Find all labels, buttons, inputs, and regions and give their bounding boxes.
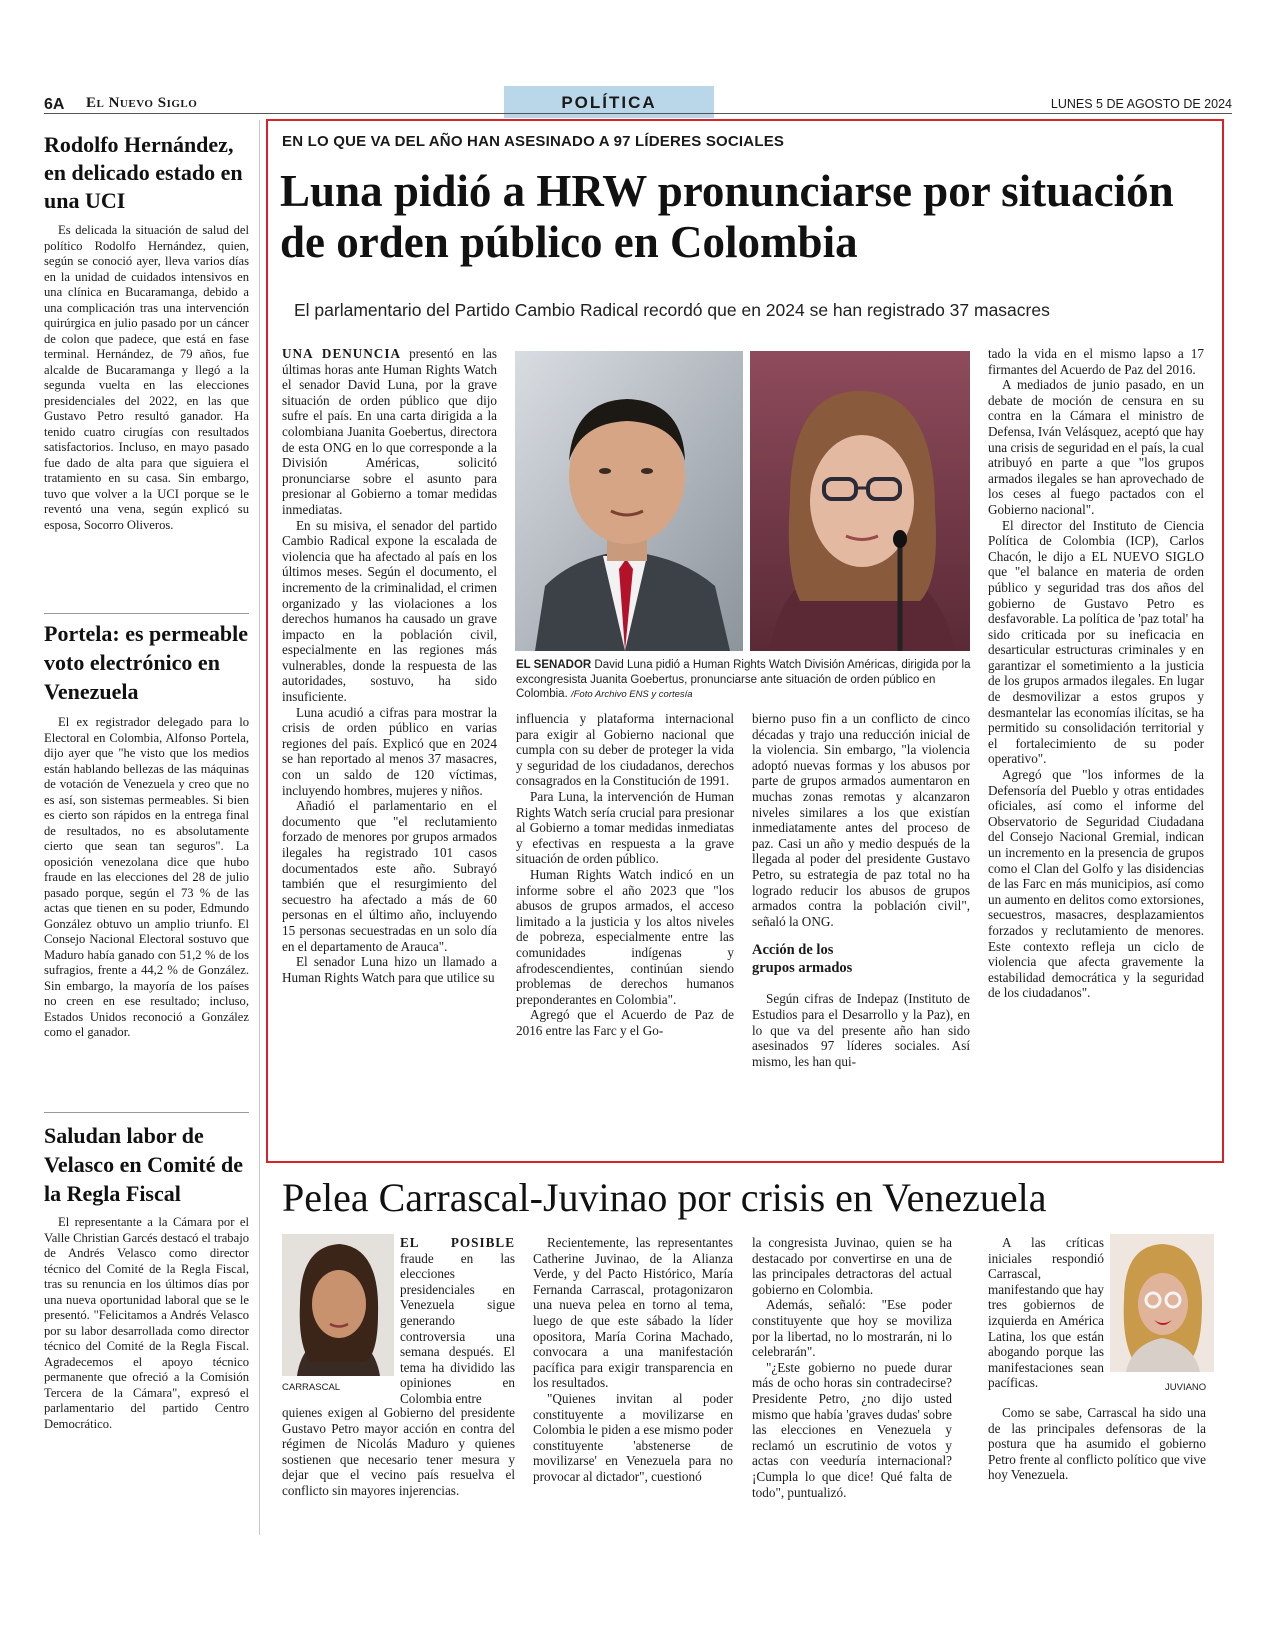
photo-juanita-goebertus [750, 351, 970, 651]
photo-david-luna-image [515, 351, 743, 651]
sidebar-story-paragraph: Es delicada la situación de salud del político Rodolfo Hernández, quien, según se conoció ayer, lleva varios días en la unidad de cuidados intensivos en una clínica en Bucaramanga, debido a una complicación tras una intervención quirúrgica en julio pasado por un cáncer de colon que padece, que está en fase terminal. Hernández, de 79 años, fue alcalde de Bucaramanga y llegó a la segunda vuelta en las elecciones presidenciales del 2022, en las que Gustavo Petro resultó ganador. Ha tenido cuatro cirugías con resultados satisfactorios. Incluso, en mayo pasado fue dado de alta para que siguiera el tratamiento en su casa. Sin embargo, tuvo que volver a la UCI porque se le reventó una vena, según explicó su esposa, Socorro Oliveros. [44, 223, 249, 532]
newspaper-name: El Nuevo Siglo [86, 95, 198, 111]
second-column-3 [752, 1235, 952, 1500]
second-paragraph: "Quienes invitan al poder constituyente a movilizarse en Colombia le piden a ese mismo poder constituyente 'abstenerse de movilizarse' en Venezuela para no provocar al dictador", cuestionó [533, 1390, 733, 1484]
main-first-paragraph [282, 346, 497, 518]
main-column-4 [988, 346, 1204, 1001]
second-paragraph: Además, señaló: "Ese poder constituyente que hoy se moviliza por la libertad, no lo mostrarán, ni lo celebrarán". [752, 1297, 952, 1360]
sidebar-story-body [44, 715, 249, 1041]
main-paragraph: Según cifras de Indepaz (Instituto de Estudios para el Desarrollo y la Paz), en lo que va del presente año han sido asesinados 97 líderes sociales. Así mismo, les han qui- [752, 991, 970, 1069]
second-column-1 [400, 1235, 515, 1407]
date-label: LUNES 5 DE AGOSTO DE 2024 [1050, 97, 1232, 111]
photo-caption [516, 658, 971, 703]
second-column-4-top [988, 1235, 1104, 1391]
second-column-1-continued [282, 1405, 515, 1499]
header-rule [44, 113, 1232, 114]
second-paragraph: Como se sabe, Carrascal ha sido una de las principales defensoras de la postura que ha asumido el gobierno Petro frente al conflicto político que vive hoy Venezuela. [988, 1405, 1206, 1483]
photo-caption-lead: EL SENADOR [516, 659, 592, 671]
main-paragraph: En su misiva, el senador del partido Cambio Radical expone la escalada de violencia que ha afectado al país en los últimos meses. Según el documento, el incremento de la criminalidad, el crimen organizado y las violaciones a los derechos humanos ha causado un grave impacto en la población civil, especialmente en las regiones más vulnerables, donde la respuesta de las autoridades, sostuvo, ha sido insuficiente. [282, 517, 497, 705]
main-paragraph: tado la vida en el mismo lapso a 17 firmantes del Acuerdo de Paz del 2016. [988, 346, 1204, 377]
sidebar-story-title: Rodolfo Hernández, en delicado estado en una UCI [44, 132, 243, 213]
main-column-3 [752, 711, 970, 1069]
photo-caption-text: David Luna pidió a Human Rights Watch División Américas, dirigida por la excongresista Juanita Goebertus, pronunciarse ante situación de orden público en Colombia. [516, 659, 971, 700]
second-paragraph: "¿Este gobierno no puede durar más de ocho horas sin contradecirse? Presidente Petro, ¿no dijo usted mismo que había 'graves dudas' sobre las elecciones en Venezuela y reclamó un escrutinio de votos y actas con veeduría internacional? ¡Cumpla lo que dice! Qué falta de todo", puntualizó. [752, 1359, 952, 1500]
second-column-2 [533, 1235, 733, 1485]
second-first-text: fraude en las elecciones presidenciales en Venezuela sigue generando controversia una semana después. El tema ha dividido las opiniones en Colombia entre [400, 1250, 515, 1406]
sidebar-story-paragraph: El ex registrador delegado para lo Electoral en Colombia, Alfonso Portela, dijo ayer que "he visto que los medios están hablando bellezas de las máquinas de votación de Venezuela y creo que no es así, son sistemas permeables. Si bien es cierto son rápidos en la entrega final de resultados, no es absolutamente cierto que sean tan seguros". La oposición venezolana dice que hubo fraude en las elecciones del 28 de julio pasado porque, según el 73 % de las actas que tienen en su poder, Edmundo González obtuvo un amplio triunfo. El Consejo Nacional Electoral sostuvo que Maduro había ganado con 51,2 % de los sufragios, frente a 44,2 % de González. Sin embargo, la mayoría de los países no creen en ese resultado; incluso, Estados Unidos reconoció a González como el ganador. [44, 715, 249, 1039]
main-paragraph: Human Rights Watch indicó en un informe sobre el año 2023 que "los abusos de grupos armados, el acceso limitado a la justicia y los altos niveles de pobreza, especialmente entre las comunidades indígenas y afrodescendientes, continúan siendo problemas de derechos humanos preponderantes en Colombia". [516, 866, 734, 1007]
main-kicker: EN LO QUE VA DEL AÑO HAN ASESINADO A 97 LÍDERES SOCIALES [282, 133, 785, 150]
page-number: 6A [44, 96, 65, 113]
main-lead-word: UNA DENUNCIA [282, 346, 401, 361]
photo-juvinao-caption: JUVIANO [1165, 1382, 1207, 1393]
sidebar-story-title: Saludan labor de Velasco en Comité de la Regla Fiscal [44, 1123, 243, 1206]
second-paragraph: Recientemente, las representantes Catherine Juvinao, de la Alianza Verde, y del Pacto Histórico, María Fernanda Carrascal, protagonizaron una nueva pelea en torno al tema, luego de que este sábado la líder opositora, María Corina Machado, convocara a una manifestación pacífica para exigir transparencia en los resultados. [533, 1235, 733, 1391]
sidebar-divider [44, 1112, 249, 1113]
main-paragraph: El director del Instituto de Ciencia Política de Colombia (ICP), Carlos Chacón, le dijo a EL NUEVO SIGLO que "el balance en materia de orden público y seguridad tras dos años del gobierno de Gustavo Petro es desfavorable. La política de 'paz total' ha sido criticada por su ineficacia en desarticular estructuras criminales y en garantizar el sometimiento a la justicia de los grupos armados ilegales. En lugar de desmovilizar a estos grupos y desmantelar las economías ilícitas, se ha permitido su consolidación territorial y el fortalecimiento de su poder operativo". [988, 517, 1204, 767]
main-paragraph: El senador Luna hizo un llamado a Human Rights Watch para que utilice su [282, 954, 497, 985]
sidebar-story-body [44, 223, 249, 533]
section-label: POLÍTICA [561, 93, 657, 112]
main-paragraph: bierno puso fin a un conflicto de cinco décadas y trajo una reducción inicial de la violencia. Sin embargo, "la violencia adoptó nuevas formas y los abusos por parte de grupos armados aumentaron en muchas zonas remotas y alcanzaron niveles similares a los que existían inmediatamente antes del proceso de paz. Casi un año y medio después de la llegada al poder del presidente Gustavo Petro, su estrategia de paz total no ha logrado reducir los abusos de grupos armados contra la población civil", señaló la ONG. [752, 711, 970, 929]
sidebar-divider [44, 613, 249, 614]
main-headline: Luna pidió a HRW pronunciarse por situación de orden público en Colombia [280, 166, 1174, 267]
sidebar-column-rule [259, 120, 260, 1535]
main-subheadline: El parlamentario del Partido Cambio Radical recordó que en 2024 se han registrado 37 masacres [294, 300, 1050, 320]
main-paragraph: Añadió el parlamentario en el documento que "el reclutamiento forzado de menores por grupos armados ilegales ha registrado 101 casos documentados este año. Subrayó también que el resurgimiento del secuestro ha afectado a más de 60 personas en el último año, incluyendo 15 personas secuestradas en un solo día en el departamento de Arauca". [282, 798, 497, 954]
photo-juvinao [1110, 1234, 1214, 1372]
second-paragraph: A las críticas iniciales respondió Carrascal, manifestando que hay tres gobiernos de izquierda en América Latina, los que están abogando porque las manifestaciones sean pacíficas. [988, 1235, 1104, 1391]
photo-juvinao-image [1110, 1234, 1214, 1372]
main-subhead: Acción de los grupos armados [752, 942, 853, 977]
second-lead-word: EL POSIBLE [400, 1235, 515, 1250]
main-first-text: presentó en las últimas horas ante Human Rights Watch el senador David Luna, por la grave situación de orden público que dijo sufre el país. En una carta dirigida a la colombiana Juanita Goebertus, directora de esta ONG en lo que corresponde a la División Américas, solicitó pronunciarse sobre el asunto para presionar al Gobierno a tomar medidas inmediatas. [282, 346, 497, 517]
photo-juanita-goebertus-image [750, 351, 970, 651]
sidebar-story-body [44, 1215, 249, 1432]
photo-carrascal [282, 1234, 394, 1376]
photo-carrascal-image [282, 1234, 394, 1376]
sidebar [44, 125, 249, 1545]
photo-david-luna [515, 351, 743, 651]
main-paragraph: A mediados de junio pasado, en un debate de moción de censura en su contra en la Cámara el ministro de Defensa, Iván Velásquez, aceptó que hay una crisis de seguridad en el país, la cual atribuyó en parte a que "los grupos armados ilegales se han aprovechado de los ceses al fuego pactados con el Gobierno nacional". [988, 377, 1204, 517]
main-column-1 [282, 346, 497, 985]
second-column-4-bottom [988, 1405, 1206, 1483]
main-paragraph: Para Luna, la intervención de Human Rights Watch sería crucial para presionar al Gobierno a tomar medidas inmediatas y efectivas en respuesta a la grave situación de orden público. [516, 788, 734, 867]
second-headline: Pelea Carrascal-Juvinao por crisis en Venezuela [282, 1175, 1047, 1220]
photo-carrascal-caption: CARRASCAL [282, 1382, 341, 1393]
main-paragraph: Agregó que el Acuerdo de Paz de 2016 entre las Farc y el Go- [516, 1007, 734, 1038]
main-column-2 [516, 711, 734, 1038]
main-paragraph: Agregó que "los informes de la Defensoría del Pueblo y otras entidades oficiales, así como el informe del Observatorio de Seguridad Ciudadana del Consejo Nacional Gremial, indican un incremento en la presencia de grupos como el Clan del Golfo y las disidencias de las Farc en más municipios, así como un aumento en delitos como extorsiones, secuestros, masacres, desplazamientos forzados y reclutamiento de menores. Este contexto refleja un ciclo de violencia que afecta gravemente la estabilidad democrática y la seguridad de los ciudadanos". [988, 767, 1204, 1001]
photo-credit: /Foto Archivo ENS y cortesía [570, 689, 693, 700]
sidebar-story-paragraph: El representante a la Cámara por el Valle Christian Garcés destacó el trabajo de Andrés Velasco como director técnico del Comité de la Regla Fiscal, tras su renuncia en los últimos días por una nueva oportunidad laboral que se le presentó. "Felicitamos a Andrés Velasco por su labor desarrollada como director técnico del Comité de la Regla Fiscal. Agradecemos el apoyo técnico permanente que ofreció a la Comisión Tercera de la Cámara", expresó el parlamentario del partido Centro Democrático. [44, 1215, 249, 1431]
second-first-paragraph [400, 1235, 515, 1407]
second-paragraph: la congresista Juvinao, quien se ha destacado por convertirse en una de las principales detractoras del actual gobierno en Colombia. [752, 1235, 952, 1297]
sidebar-story-title: Portela: es permeable voto electrónico en Venezuela [44, 621, 249, 704]
page-header [44, 92, 1232, 120]
second-paragraph: quienes exigen al Gobierno del presidente Gustavo Petro mayor acción en contra del régimen de Nicolás Maduro y quienes sostienen que necesario tener mesura y dejar que el vecino país resuelva el conflicto sin mayores injerencias. [282, 1405, 515, 1498]
main-paragraph: Luna acudió a cifras para mostrar la crisis de orden público en varias regiones del país. Explicó que en 2024 se han reportado al menos 37 masacres, con un saldo de 120 víctimas, incluyendo hombres, mujeres y niños. [282, 704, 497, 798]
main-paragraph: influencia y plataforma internacional para exigir al Gobierno nacional que cumpla con su deber de proteger la vida y seguridad de los ciudadanos, derechos consagrados en la Constitución de 1991. [516, 711, 734, 789]
